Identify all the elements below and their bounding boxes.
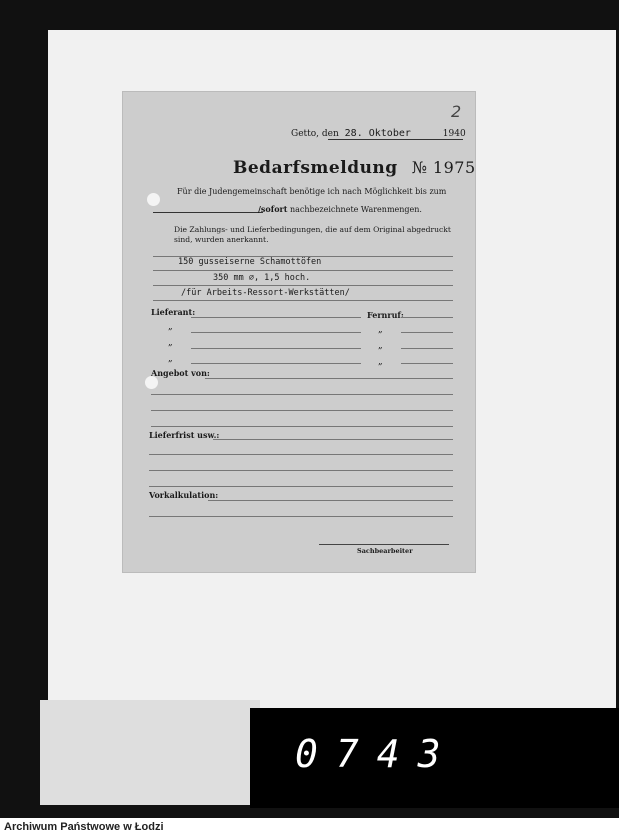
date-prefix: Getto, den bbox=[291, 129, 339, 139]
angebot-rule-4 bbox=[151, 426, 453, 427]
item-rule-3 bbox=[153, 300, 453, 301]
ditto-1b: „ bbox=[378, 325, 383, 335]
lieferant-rule-4 bbox=[191, 363, 361, 364]
year: 1940 bbox=[442, 129, 466, 139]
vorkalkulation-label: Vorkalkulation: bbox=[149, 490, 219, 500]
vorkalkulation-rule-1 bbox=[208, 500, 453, 501]
date-value: 28. Oktober bbox=[344, 128, 411, 139]
ditto-3b: „ bbox=[378, 357, 383, 367]
intro-sofort: /sofort bbox=[258, 204, 288, 214]
intro-line1: Für die Judengemeinschaft benötige ich nach Möglichkeit bis zum bbox=[177, 187, 447, 196]
angebot-rule-1 bbox=[205, 378, 453, 379]
form-title bbox=[233, 158, 476, 178]
fernruf-rule-4 bbox=[401, 363, 453, 364]
signature-label: Sachbearbeiter bbox=[357, 547, 413, 555]
lieferant-rule-3 bbox=[191, 348, 361, 349]
ditto-2b: „ bbox=[378, 341, 383, 351]
requisition-form bbox=[123, 92, 475, 572]
ditto-2: „ bbox=[168, 338, 173, 348]
ditto-1: „ bbox=[168, 322, 173, 332]
vorkalkulation-rule-2 bbox=[149, 516, 453, 517]
angebot-rule-2 bbox=[151, 394, 453, 395]
angebot-label: Angebot von: bbox=[151, 368, 210, 378]
date-row bbox=[291, 128, 466, 139]
lieferfrist-rule-3 bbox=[149, 470, 453, 471]
frame-counter: 0743 bbox=[295, 732, 459, 776]
page-number: 2 bbox=[451, 102, 462, 121]
fernruf-rule bbox=[401, 317, 453, 318]
date-underline bbox=[328, 139, 463, 140]
fernruf-rule-2 bbox=[401, 332, 453, 333]
ditto-3: „ bbox=[168, 354, 173, 364]
item-rule-2 bbox=[153, 285, 453, 286]
fernruf-label: Fernruf: bbox=[367, 310, 404, 320]
lieferant-rule bbox=[191, 317, 361, 318]
lieferant-rule-2 bbox=[191, 332, 361, 333]
item-line-1: 150 gusseiserne Schamottöfen bbox=[178, 257, 322, 267]
footer-bar bbox=[0, 818, 619, 840]
title-text: Bedarfsmeldung bbox=[233, 158, 398, 178]
lieferfrist-rule-4 bbox=[149, 486, 453, 487]
intro-line2 bbox=[258, 204, 422, 214]
form-number: № 1975 bbox=[411, 158, 476, 177]
item-line-3: /für Arbeits-Ressort-Werkstätten/ bbox=[181, 288, 350, 298]
lieferfrist-rule-2 bbox=[149, 454, 453, 455]
intro-line2-rest: nachbezeichnete Warenmengen. bbox=[290, 205, 422, 214]
lieferant-label: Lieferant: bbox=[151, 307, 196, 317]
lieferfrist-rule-1 bbox=[213, 439, 453, 440]
fernruf-rule-3 bbox=[401, 348, 453, 349]
archive-name: Archiwum Państwowe w Łodzi bbox=[4, 821, 164, 833]
light-background-lower bbox=[40, 700, 260, 805]
signature-line bbox=[319, 544, 449, 545]
item-line-2: 350 mm ∅, 1,5 hoch. bbox=[213, 273, 311, 283]
angebot-rule-3 bbox=[151, 410, 453, 411]
lieferfrist-label: Lieferfrist usw.: bbox=[149, 430, 220, 440]
conditions-text: Die Zahlungs- und Lieferbedingungen, die auf dem Original abgedruckt sind, wurden anerkannt. bbox=[174, 225, 451, 244]
punch-hole-top bbox=[147, 193, 160, 206]
intro-blank bbox=[153, 212, 263, 213]
item-rule-1 bbox=[153, 270, 453, 271]
